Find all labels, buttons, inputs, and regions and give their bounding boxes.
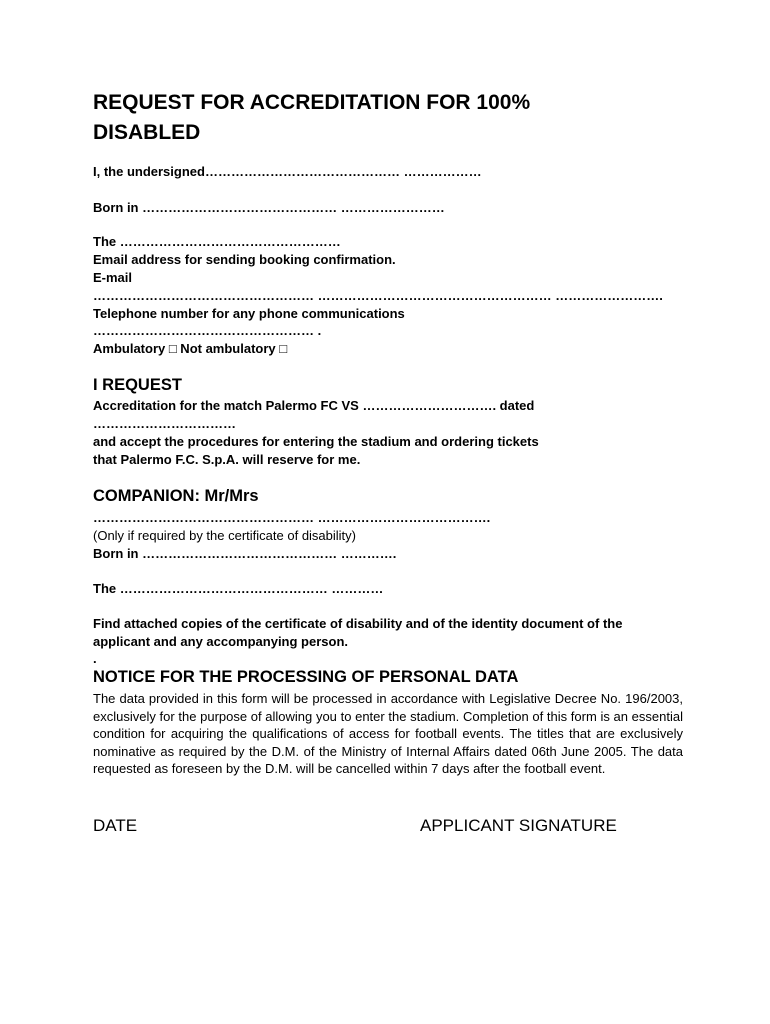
phone-field: …………………………………………… . bbox=[93, 323, 322, 338]
date-label: DATE bbox=[93, 816, 138, 835]
companion-the-field: The ………………………………………… ………… bbox=[93, 581, 384, 596]
companion-born-in-field: Born in ……………………………………… …………. bbox=[93, 546, 397, 561]
phone-label: Telephone number for any phone communications bbox=[93, 306, 405, 321]
companion-heading: COMPANION: Mr/Mrs bbox=[93, 487, 259, 505]
match-line: Accreditation for the match Palermo FC VS …………………………. dated bbox=[93, 398, 535, 413]
companion-note: (Only if required by the certificate of disability) bbox=[93, 528, 356, 543]
notice-body: The data provided in this form will be processed in accordance with Legislative Decree No. 196/2003, exclusively for the purpose of allowing you to enter the stadium. Completion of this form is an essential condition for acquiring the qualifications of access for football events. The titles that are exclusively nominative as required by the D.M. of the Ministry of Internal Affairs dated 06th June 2005. The data requested as foreseen by the D.M. will be cancelled within 7 days after the football event. bbox=[93, 691, 683, 777]
notice-heading: NOTICE FOR THE PROCESSING OF PERSONAL DATA bbox=[93, 668, 519, 686]
match-date-field: …………………………… bbox=[93, 416, 236, 431]
accept-line-2: that Palermo F.C. S.p.A. will reserve for me. bbox=[93, 452, 361, 467]
signature-label: APPLICANT SIGNATURE bbox=[420, 816, 617, 835]
attachments-line-1: Find attached copies of the certificate of disability and of the identity document of the bbox=[93, 616, 623, 631]
applicant-born-in-field: Born in ……………………………………… …………………… bbox=[93, 200, 445, 215]
form-title bbox=[93, 88, 530, 148]
form-title-line1: REQUEST FOR ACCREDITATION FOR 100% bbox=[93, 91, 531, 114]
request-heading: I REQUEST bbox=[93, 376, 182, 394]
attachments-line-2: applicant and any accompanying person. bbox=[93, 634, 349, 649]
applicant-the-field: The …………………………………………… bbox=[93, 234, 341, 249]
ambulatory-options: Ambulatory □ Not ambulatory □ bbox=[93, 341, 288, 356]
email-label: E-mail bbox=[93, 270, 133, 285]
accept-line-1: and accept the procedures for entering the stadium and ordering tickets bbox=[93, 434, 539, 449]
form-title-line2: DISABLED bbox=[93, 121, 201, 144]
email-field: …………………………………………… ……………………………………………… ……………………. bbox=[93, 288, 663, 303]
attachments-dot: . bbox=[93, 651, 97, 666]
undersigned-field: I, the undersigned……………………………………… ……………… bbox=[93, 164, 482, 179]
email-instruction: Email address for sending booking confirmation. bbox=[93, 252, 396, 267]
companion-name-field: …………………………………………… …………………………………. bbox=[93, 510, 491, 525]
